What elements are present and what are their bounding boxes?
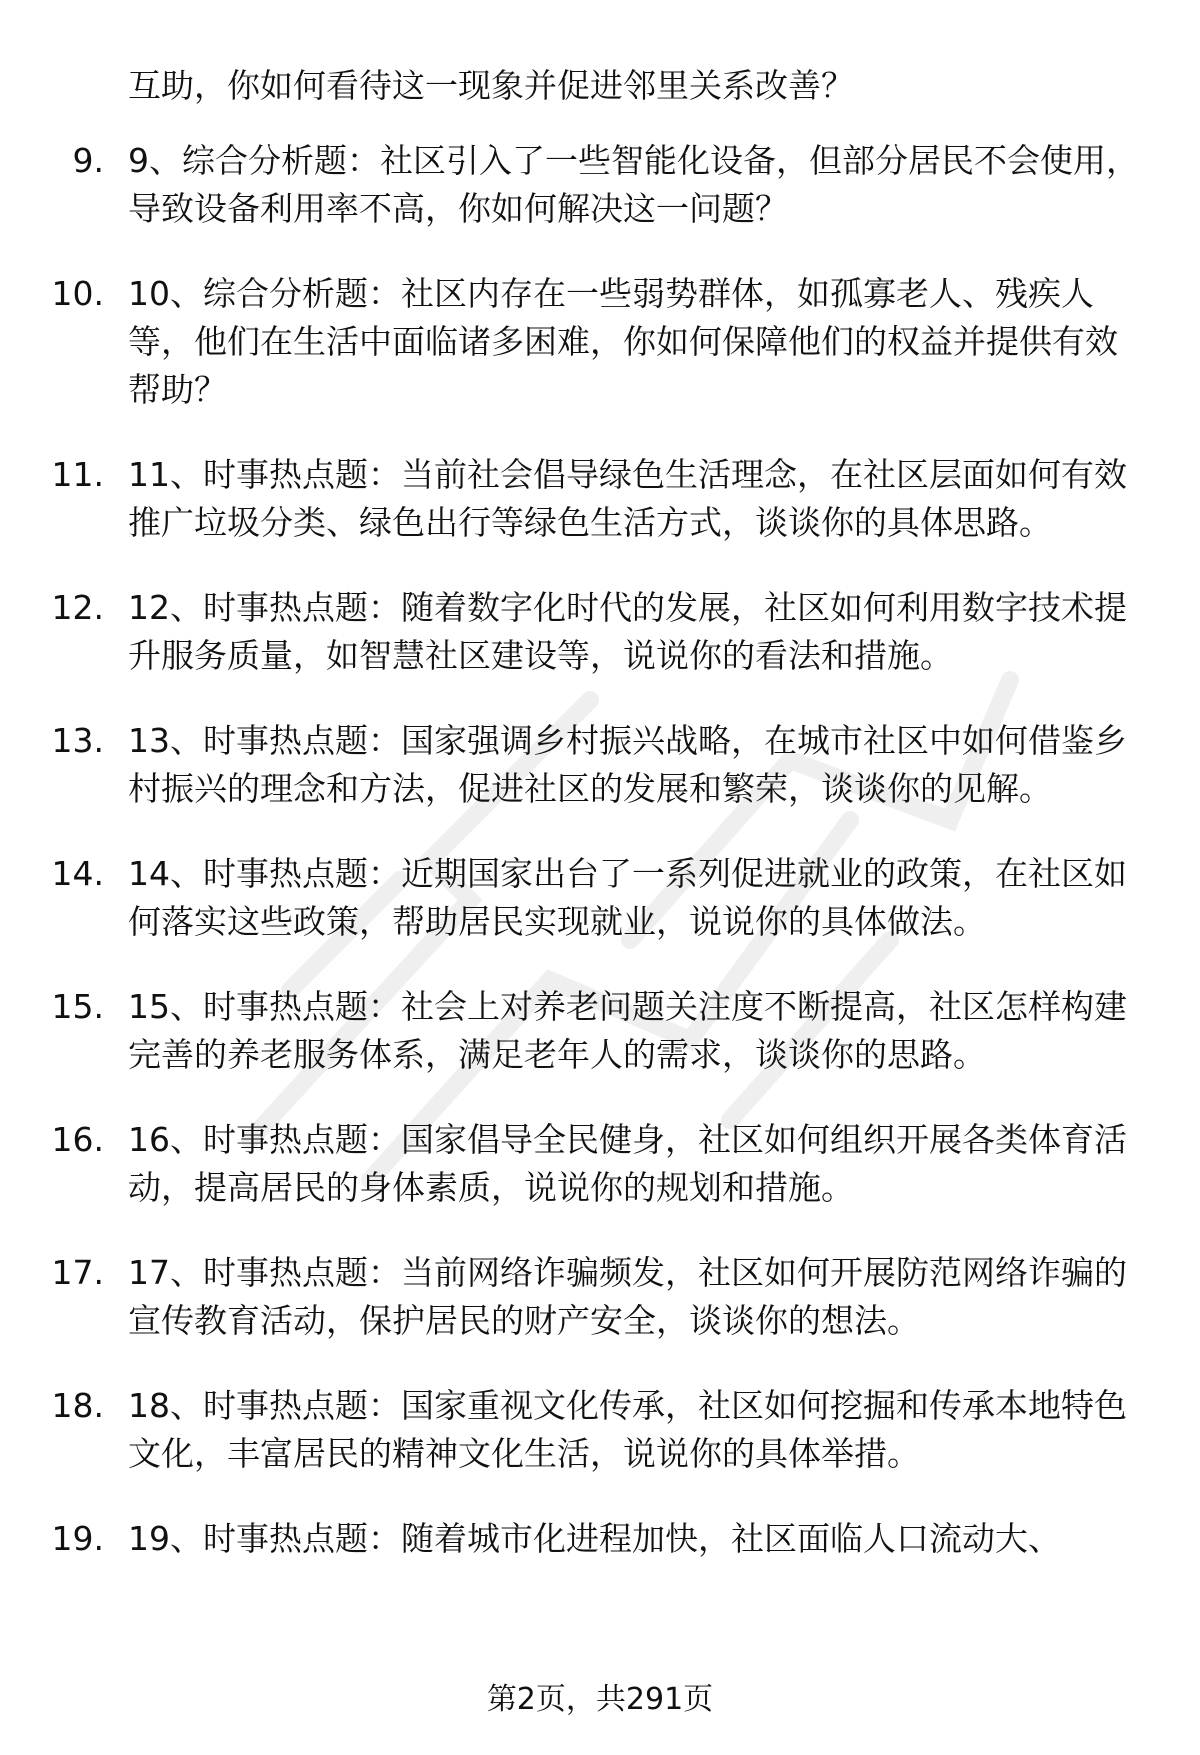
item-number: 13. — [51, 721, 104, 760]
item-number: 11. — [51, 455, 104, 494]
item-number: 16. — [51, 1120, 104, 1159]
question-list — [0, 137, 1200, 1600]
item-text: 18、时事热点题：国家重视文化传承，社区如何挖掘和传承本地特色文化，丰富居民的精神文化生活，说说你的具体举措。 — [128, 1386, 1127, 1473]
item-number: 19. — [51, 1519, 104, 1558]
list-item — [0, 1382, 1200, 1478]
item-number: 17. — [51, 1253, 104, 1292]
list-item — [0, 717, 1200, 813]
item-number: 15. — [51, 987, 104, 1026]
item-number: 12. — [51, 588, 104, 627]
item-number: 18. — [51, 1386, 104, 1425]
item-text: 17、时事热点题：当前网络诈骗频发，社区如何开展防范网络诈骗的宣传教育活动，保护居民的财产安全，谈谈你的想法。 — [128, 1253, 1127, 1340]
continuation-text: 互助，你如何看待这一现象并促进邻里关系改善？ — [128, 66, 854, 105]
list-item — [0, 1249, 1200, 1345]
list-item — [0, 1515, 1200, 1563]
list-item — [0, 983, 1200, 1079]
item-text: 10、综合分析题：社区内存在一些弱势群体，如孤寡老人、残疾人等，他们在生活中面临诸多困难，你如何保障他们的权益并提供有效帮助？ — [128, 274, 1118, 409]
item-number: 9. — [72, 141, 104, 180]
list-item — [0, 850, 1200, 946]
list-item — [0, 270, 1200, 414]
item-text: 11、时事热点题：当前社会倡导绿色生活理念，在社区层面如何有效推广垃圾分类、绿色出行等绿色生活方式，谈谈你的具体思路。 — [128, 455, 1127, 542]
item-text: 12、时事热点题：随着数字化时代的发展，社区如何利用数字技术提升服务质量，如智慧社区建设等，说说你的看法和措施。 — [128, 588, 1127, 675]
item-text: 16、时事热点题：国家倡导全民健身，社区如何组织开展各类体育活动，提高居民的身体素质，说说你的规划和措施。 — [128, 1120, 1127, 1207]
item-text: 15、时事热点题：社会上对养老问题关注度不断提高，社区怎样构建完善的养老服务体系，满足老年人的需求，谈谈你的思路。 — [128, 987, 1127, 1074]
list-item — [0, 584, 1200, 680]
item-text: 9、综合分析题：社区引入了一些智能化设备，但部分居民不会使用，导致设备利用率不高，你如何解决这一问题？ — [128, 141, 1139, 228]
item-text: 14、时事热点题：近期国家出台了一系列促进就业的政策，在社区如何落实这些政策，帮助居民实现就业，说说你的具体做法。 — [128, 854, 1127, 941]
item-number: 14. — [51, 854, 104, 893]
list-item — [0, 137, 1200, 233]
item-text: 19、时事热点题：随着城市化进程加快，社区面临人口流动大、 — [128, 1519, 1061, 1558]
item-text: 13、时事热点题：国家强调乡村振兴战略，在城市社区中如何借鉴乡村振兴的理念和方法，促进社区的发展和繁荣，谈谈你的见解。 — [128, 721, 1127, 808]
item-number: 10. — [51, 274, 104, 313]
page-footer: 第2页，共291页 — [486, 1682, 714, 1717]
list-item — [0, 451, 1200, 547]
list-item — [0, 1116, 1200, 1212]
